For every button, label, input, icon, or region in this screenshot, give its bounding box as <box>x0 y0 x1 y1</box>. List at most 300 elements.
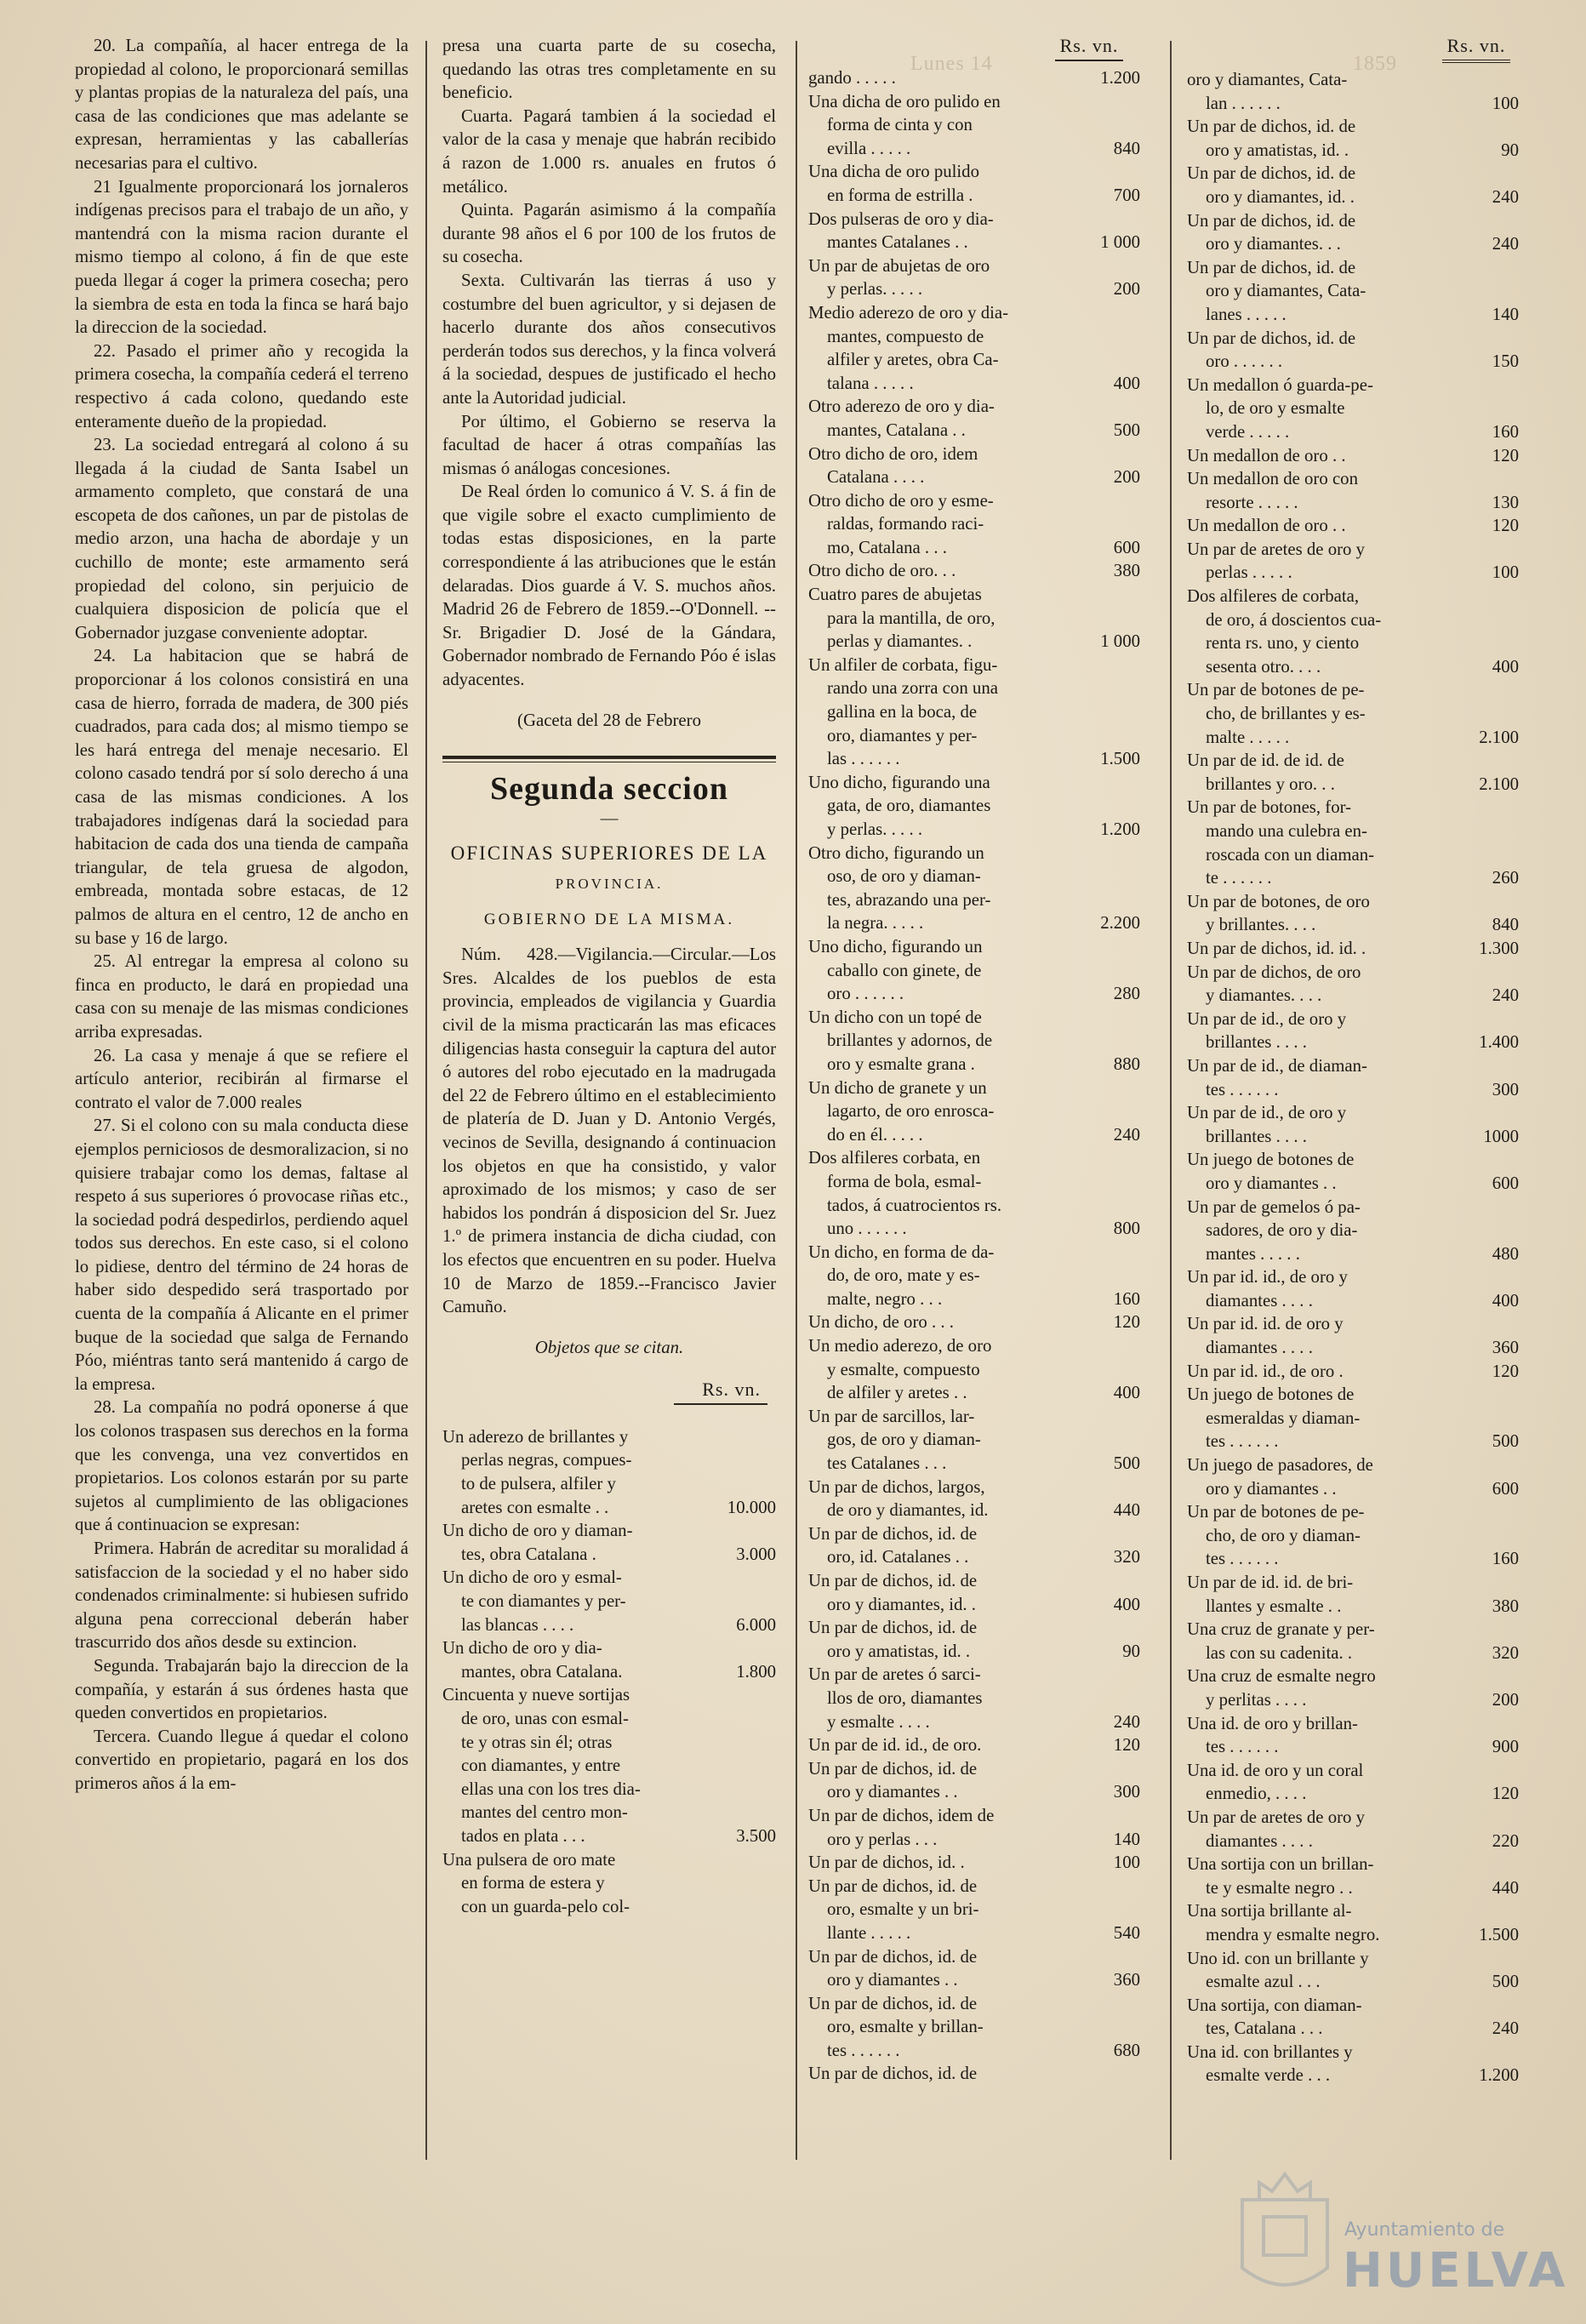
jewel-item-row <box>808 1733 1140 1757</box>
jewel-item-value: 3.000 <box>736 1544 776 1564</box>
title-dash: — <box>600 808 619 828</box>
description-line: Un medio aderezo, de oro <box>808 1336 992 1356</box>
description-line: de oro y diamantes, id. <box>827 1500 989 1521</box>
description-line: caballo con ginete, de <box>827 960 982 980</box>
description-line: mantes . . . . . <box>1206 1243 1300 1264</box>
jewel-item-row <box>1187 1148 1519 1195</box>
objetos-heading: Objetos que se citan. <box>534 1338 684 1358</box>
jewel-item-description <box>1187 1899 1421 1946</box>
jewel-item-value: 120 <box>1113 1735 1140 1756</box>
column-1 <box>75 34 408 1796</box>
jewel-item-value: 680 <box>1113 2040 1140 2060</box>
description-line: oro y amatistas, id. . <box>827 1641 971 1661</box>
jewel-item-value: 130 <box>1492 492 1519 512</box>
description-line: resorte . . . . . <box>1206 492 1298 512</box>
description-line: gando . . . . . <box>808 68 896 88</box>
jewel-item-row <box>808 1992 1140 2063</box>
jewel-item-description <box>1187 467 1421 514</box>
description-line: y brillantes. . . . <box>1206 915 1316 935</box>
description-line: oro y diamantes, Cata- <box>1206 281 1366 301</box>
jewel-item-description <box>1187 1994 1421 2041</box>
description-line: Un par de aretes de oro y <box>1187 1807 1366 1827</box>
description-line: Un medallon de oro . . <box>1187 445 1346 465</box>
jewel-item-row <box>1187 1618 1519 1664</box>
jewel-item-row <box>1187 1806 1519 1853</box>
jewel-item-row <box>808 90 1140 161</box>
jewel-item-description <box>808 1076 1042 1147</box>
jewel-item-value: 140 <box>1113 1829 1140 1849</box>
description-line: Un medallon de oro . . <box>1187 516 1346 536</box>
description-line: tes, abrazando una per- <box>827 889 991 910</box>
jewel-item-row <box>1187 1899 1519 1946</box>
paragraph-ultimo: Por último, el Gobierno se reserva la facultad de hacer á otras compañías las mismas ó análogas concesiones. <box>442 411 776 478</box>
jewel-item-description <box>1187 374 1421 444</box>
article-paragraph: Segunda. Trabajarán bajo la direccion de la compañía, y estarán á sus órdenes hasta que queden convertidos en propietarios. <box>75 1655 408 1723</box>
jewel-item-value: 1.400 <box>1479 1032 1519 1053</box>
description-line: perlas negras, compues- <box>461 1450 632 1470</box>
jewel-item-value: 400 <box>1113 1594 1140 1614</box>
article-paragraph: 25. Al entregar la empresa al colono su finca en producto, le dará en propiedad una casa con su menaje de las mismas condiciones arriba expresadas. <box>75 951 408 1042</box>
item-list-col4 <box>1187 68 1519 2087</box>
jewel-item-description <box>808 1334 1042 1405</box>
description-line: Un par id. id. de oro y <box>1187 1314 1344 1334</box>
jewel-item-description <box>808 1851 1042 1875</box>
watermark-big-text: HUELVA <box>1343 2243 1569 2298</box>
description-line: de oro, á doscientos cua- <box>1206 609 1382 630</box>
description-line: tes, Catalana . . . <box>1206 2019 1323 2039</box>
jewel-item-row <box>1187 1994 1519 2041</box>
description-line: con diamantes, y entre <box>461 1756 621 1776</box>
jewel-item-description <box>1187 1853 1421 1899</box>
jewel-item-description <box>1187 1712 1421 1759</box>
description-line: Una dicha de oro pulido <box>808 162 979 182</box>
description-line: Un par de dichos, id. de <box>808 1993 978 2013</box>
jewel-item-row <box>1187 1360 1519 1384</box>
description-line: oro y diamantes . . <box>827 1970 958 1990</box>
description-line: y perlas. . . . . <box>827 279 923 300</box>
description-line: la negra. . . . . <box>827 913 924 934</box>
jewel-item-row <box>808 583 1140 654</box>
jewel-item-description <box>808 1241 1042 1311</box>
jewel-item-description <box>808 1569 1042 1616</box>
description-line: gallina en la boca, de <box>827 702 978 722</box>
jewel-item-value: 2.100 <box>1479 727 1519 747</box>
jewel-item-row <box>808 842 1140 935</box>
description-line: y perlitas . . . . <box>1206 1689 1307 1710</box>
description-line: Un par de botones de pe- <box>1187 1502 1365 1522</box>
description-line: Un par de dichos, id. de <box>808 1876 978 1896</box>
jewel-item-value: 500 <box>1492 1431 1519 1452</box>
description-line: Una sortija brillante al- <box>1187 1901 1352 1921</box>
jewel-item-row <box>1187 1101 1519 1148</box>
jewel-item-value: 280 <box>1113 984 1140 1004</box>
column-rule-2 <box>796 41 797 2160</box>
description-line: oro y diamantes, Cata- <box>1187 70 1348 89</box>
description-line: mantes del centro mon- <box>461 1802 628 1823</box>
jewel-item-description <box>442 1683 687 1847</box>
faint-year-header: 1859 <box>1353 53 1397 75</box>
description-line: tados en plata . . . <box>461 1825 585 1846</box>
jewel-item-description <box>808 1310 1042 1334</box>
description-line: oro y diamantes . . <box>1206 1478 1337 1499</box>
faint-date-header: Lunes 14 <box>910 53 993 75</box>
jewel-item-description <box>442 1566 687 1636</box>
jewel-item-description <box>442 1425 687 1519</box>
description-line: y esmalte, compuesto <box>827 1359 980 1379</box>
jewel-item-value: 120 <box>1492 1784 1519 1804</box>
description-line: Un par de dichos, id. de <box>808 1571 978 1590</box>
description-line: lan . . . . . . <box>1206 93 1281 113</box>
jewel-item-value: 150 <box>1492 351 1519 372</box>
description-line: malte, negro . . . <box>827 1288 943 1309</box>
description-line: talana . . . . . <box>827 373 914 393</box>
jewel-item-value: 6.000 <box>736 1614 776 1635</box>
description-line: Un par de id. id., de oro. <box>808 1735 982 1756</box>
jewel-item-row <box>1187 538 1519 585</box>
jewel-item-description <box>1187 1759 1421 1806</box>
jewel-item-description <box>442 1848 687 1919</box>
jewel-item-row <box>1187 1312 1519 1359</box>
jewel-item-row <box>1187 1265 1519 1312</box>
description-line: malte . . . . . <box>1206 727 1290 747</box>
jewel-item-row <box>808 1006 1140 1076</box>
jewel-item-description <box>1187 937 1421 961</box>
description-line: Un par de dichos, id. de <box>808 2064 978 2084</box>
jewel-item-value: 1.200 <box>1100 68 1140 88</box>
jewel-item-value: 220 <box>1492 1830 1519 1851</box>
description-line: te con diamantes y per- <box>461 1591 626 1612</box>
description-line: tes Catalanes . . . <box>827 1453 947 1474</box>
jewel-item-value: 320 <box>1492 1642 1519 1663</box>
jewel-item-row <box>1187 1853 1519 1899</box>
jewel-item-row <box>808 489 1140 560</box>
jewel-item-row <box>1187 890 1519 937</box>
jewel-item-description <box>1187 1571 1421 1618</box>
jewel-item-row <box>1187 68 1519 115</box>
jewel-item-value: 240 <box>1113 1124 1140 1145</box>
description-line: Uno dicho, figurando una <box>808 772 990 792</box>
jewel-item-value: 100 <box>1492 562 1519 583</box>
jewel-item-row <box>1187 514 1519 538</box>
jewel-item-description <box>808 90 1042 161</box>
description-line: y diamantes. . . . <box>1206 985 1322 1006</box>
jewel-item-value: 600 <box>1492 1478 1519 1499</box>
description-line: sadores, de oro y dia- <box>1206 1220 1358 1241</box>
jewel-item-value: 160 <box>1492 1549 1519 1569</box>
description-line: enmedio, . . . . <box>1206 1784 1307 1804</box>
description-line: do en él. . . . . <box>827 1124 923 1145</box>
description-line: Un par de dichos, id. de <box>808 1758 978 1779</box>
jewel-item-row <box>1187 1571 1519 1618</box>
article-paragraph: 28. La compañía no podrá oponerse á que los colonos traspasen sus derechos en la forma que les convenga, una vez convertidos en propietarios. Los colonos estarán por su parte sujetos al cumplimiento de las obligaciones que á continuacion se expresan: <box>75 1397 408 1535</box>
description-line: oro y diamantes, id. . <box>1206 186 1355 207</box>
jewel-item-description <box>808 208 1042 254</box>
jewel-item-row <box>808 1405 1140 1476</box>
jewel-item-row <box>1187 115 1519 162</box>
jewel-item-value: 1 000 <box>1100 631 1140 652</box>
jewel-item-value: 540 <box>1113 1922 1140 1943</box>
jewel-item-value: 360 <box>1113 1970 1140 1990</box>
jewel-item-description <box>808 654 1042 771</box>
description-line: brillantes . . . . <box>1206 1032 1307 1053</box>
jewel-item-description <box>1187 514 1421 538</box>
description-line: esmeraldas y diaman- <box>1206 1408 1361 1428</box>
description-line: oro . . . . . . <box>827 984 904 1004</box>
jewel-item-value: 440 <box>1113 1500 1140 1521</box>
description-line: mantes, compuesto de <box>827 326 984 346</box>
jewel-item-row <box>442 1683 776 1847</box>
description-line: Un par de botones, for- <box>1187 797 1352 818</box>
jewel-item-row <box>1187 1453 1519 1500</box>
column-rule-1 <box>425 41 427 2160</box>
description-line: Un par de botones de pe- <box>1187 680 1365 700</box>
jewel-item-row <box>808 208 1140 254</box>
description-line: Un par de abujetas de oro <box>808 255 990 276</box>
jewel-item-row <box>1187 1008 1519 1054</box>
jewel-item-description <box>808 254 1042 301</box>
description-line: Una sortija, con diaman- <box>1187 1995 1362 2015</box>
description-line: Un par de dichos, de oro <box>1187 962 1361 982</box>
section-title: Segunda seccion <box>490 771 728 808</box>
description-line: ellas una con los tres dia- <box>461 1779 641 1799</box>
description-line: Un par de dichos, id. id. . <box>1187 938 1366 958</box>
rs-header-col3: Rs. vn. <box>1055 34 1123 61</box>
jewel-item-row <box>808 66 1140 90</box>
description-line: lo, de oro y esmalte <box>1206 398 1345 419</box>
description-line: Un par de id., de diaman- <box>1187 1055 1367 1076</box>
description-line: Un par de sarcillos, lar- <box>808 1406 975 1426</box>
description-line: para la mantilla, de oro, <box>827 608 996 628</box>
jewel-item-value: 160 <box>1113 1288 1140 1309</box>
description-line: esmalte azul . . . <box>1206 1972 1321 1992</box>
jewel-item-row <box>1187 1500 1519 1571</box>
description-line: y esmalte . . . . <box>827 1711 930 1732</box>
jewel-item-description <box>1187 1383 1421 1453</box>
description-line: uno . . . . . . <box>827 1219 907 1239</box>
description-line: do, de oro, mate y es- <box>827 1265 980 1286</box>
jewel-item-value: 90 <box>1122 1641 1140 1661</box>
article-paragraph: 20. La compañía, al hacer entrega de la propiedad al colono, le proporcionará semillas y plantas propias de la naturaleza del país, una casa de las condiciones que mas adelante se expresan, herramientas y las caballerías necesarias para el cultivo. <box>75 36 408 173</box>
jewel-item-row <box>1187 327 1519 374</box>
jewel-item-description <box>808 66 1042 90</box>
description-line: Dos alfileres de corbata, <box>1187 586 1360 607</box>
jewel-item-value: 240 <box>1492 985 1519 1006</box>
jewel-item-row <box>1187 1712 1519 1759</box>
jewel-item-value: 90 <box>1501 140 1519 160</box>
description-line: de alfiler y aretes . . <box>827 1383 967 1403</box>
description-line: tes . . . . . . <box>827 2040 900 2060</box>
jewel-item-value: 100 <box>1113 1853 1140 1873</box>
jewel-item-value: 300 <box>1492 1079 1519 1099</box>
jewel-item-description <box>1187 1054 1421 1101</box>
description-line: Un dicho con un topé de <box>808 1007 982 1027</box>
jewel-item-row <box>808 654 1140 771</box>
description-line: oro y esmalte grana . <box>827 1054 975 1074</box>
description-line: Un dicho de granete y un <box>808 1077 987 1098</box>
description-line: Una dicha de oro pulido en <box>808 91 1001 111</box>
jewel-item-description <box>1187 1806 1421 1853</box>
jewel-item-value: 10.000 <box>727 1497 776 1517</box>
section-divider <box>442 756 776 762</box>
jewel-item-row <box>808 1875 1140 1945</box>
jewel-item-value: 240 <box>1113 1711 1140 1732</box>
jewel-item-description <box>808 443 1042 489</box>
jewel-item-value: 200 <box>1492 1689 1519 1710</box>
jewel-item-row <box>442 1636 776 1683</box>
description-line: oro, id. Catalanes . . <box>827 1547 969 1567</box>
jewel-item-description <box>1187 115 1421 162</box>
description-line: oro y perlas . . . <box>827 1829 938 1849</box>
description-line: Otro dicho de oro, idem <box>808 443 978 464</box>
jewel-item-value: 400 <box>1113 1383 1140 1403</box>
jewel-item-description <box>1187 961 1421 1008</box>
description-line: oro y diamantes. . . <box>1206 234 1341 254</box>
description-line: mo, Catalana . . . <box>827 537 947 557</box>
jewel-item-value: 900 <box>1492 1737 1519 1757</box>
description-line: las . . . . . . <box>827 749 900 769</box>
jewel-item-description <box>808 160 1042 207</box>
description-line: alfiler y aretes, obra Ca- <box>827 350 999 370</box>
jewel-item-description <box>442 1519 687 1566</box>
jewel-item-description <box>1187 796 1421 889</box>
description-line: Un dicho de oro y diaman- <box>442 1521 633 1541</box>
jewel-item-value: 380 <box>1113 561 1140 581</box>
jewel-item-value: 100 <box>1492 93 1519 113</box>
jewel-item-description <box>808 395 1042 442</box>
jewel-item-value: 3.500 <box>736 1825 776 1846</box>
article-paragraph: 24. La habitacion que se habrá de proporcionar á los colonos consistirá en una casa de hierro, forrada de madera, de 300 piés cuadrados, para cada dos; al mismo tiempo se les hará entrega del menaje necesario. El colono casado tendrá por sí solo derecho á una casa de las mismas condiciones. A los trabajadores indígenas dará la sociedad para habitacion de cada dos una tienda de campaña triangular, de tela gruesa de algodon, embreada, montada sobre estacas, de 12 palmos de altura en el centro, 12 de ancho en su base y 16 de largo. <box>75 646 408 948</box>
column-3 <box>808 34 1140 2086</box>
jewel-item-value: 260 <box>1492 868 1519 888</box>
jewel-item-row <box>808 254 1140 301</box>
description-line: diamantes . . . . <box>1206 1830 1313 1851</box>
jewel-item-value: 160 <box>1492 421 1519 442</box>
gaceta-reference: (Gaceta del 28 de Febrero <box>517 710 701 730</box>
description-line: tes . . . . . . <box>1206 1737 1279 1757</box>
jewel-item-description <box>808 559 1042 583</box>
description-line: lagarto, de oro enrosca- <box>827 1101 995 1122</box>
description-line: llantes y esmalte . . <box>1206 1596 1342 1616</box>
column-4 <box>1187 34 1519 2087</box>
jewel-item-value: 500 <box>1492 1972 1519 1992</box>
jewel-item-row <box>1187 467 1519 514</box>
jewel-item-value: 480 <box>1492 1243 1519 1264</box>
jewel-item-description <box>1187 162 1421 208</box>
jewel-item-row <box>808 1757 1140 1804</box>
jewel-item-row <box>1187 209 1519 256</box>
jewel-item-description <box>808 301 1042 395</box>
jewel-item-value: 200 <box>1113 279 1140 300</box>
jewel-item-value: 200 <box>1113 467 1140 488</box>
jewel-item-description <box>1187 1664 1421 1711</box>
jewel-item-value: 240 <box>1492 2019 1519 2039</box>
description-line: Uno id. con un brillante y <box>1187 1948 1369 1968</box>
jewel-item-row <box>808 1310 1140 1334</box>
jewel-item-description <box>1187 1618 1421 1664</box>
jewel-item-value: 880 <box>1113 1054 1140 1074</box>
description-line: Un par de dichos, id. de <box>1187 328 1356 348</box>
description-line: Un par de dichos, id. de <box>1187 257 1356 277</box>
jewel-item-value: 400 <box>1492 656 1519 677</box>
jewel-item-value: 240 <box>1492 234 1519 254</box>
description-line: mantes, obra Catalana. <box>461 1661 623 1682</box>
jewel-item-description <box>1187 256 1421 327</box>
jewel-item-value: 380 <box>1492 1596 1519 1616</box>
description-line: Una cruz de esmalte negro <box>1187 1666 1376 1687</box>
description-line: te . . . . . . <box>1206 868 1272 888</box>
rs-header-col2: Rs. vn. <box>702 1378 761 1400</box>
jewel-item-value: 240 <box>1492 186 1519 207</box>
jewel-item-description <box>1187 1360 1421 1384</box>
description-line: mantes Catalanes . . <box>827 232 968 253</box>
description-line: oro y amatistas, id. . <box>1206 140 1349 160</box>
jewel-item-value: 2.200 <box>1100 913 1140 934</box>
description-line: lanes . . . . . <box>1206 304 1286 324</box>
jewel-item-value: 440 <box>1492 1877 1519 1898</box>
description-line: Un par de aretes ó sarci- <box>808 1664 981 1685</box>
paragraph-sexta: Sexta. Cultivarán las tierras á uso y costumbre del buen agricultor, y si dejasen de hacerlo durante dos años consecutivos perderán todos sus derechos, y la finca volverá á la sociedad, despues de justificado el hecho ante la Autoridad judicial. <box>442 270 776 408</box>
offices-heading: OFICINAS SUPERIORES DE LA <box>450 842 768 865</box>
description-line: Un par de dichos, largos, <box>808 1476 985 1497</box>
jewel-item-description <box>442 1636 687 1683</box>
jewel-item-description <box>1187 1947 1421 1994</box>
jewel-item-row <box>1187 678 1519 749</box>
jewel-item-value: 840 <box>1113 138 1140 158</box>
article-paragraph: Tercera. Cuando llegue á quedar el colono convertido en propietario, pagará en los dos primeros años á la em- <box>75 1726 408 1793</box>
description-line: Dos alfileres corbata, en <box>808 1148 981 1168</box>
jewel-item-value: 320 <box>1113 1547 1140 1567</box>
circular-text: Núm. 428.—Vigilancia.—Circular.—Los Sres. Alcaldes de los pueblos de esta provincia, empleados de vigilancia y Guardia civil de la misma practicarán las mas eficaces diligencias hasta conseguir la captura del autor ó autores del robo ejecutado en la madrugada del 22 de Febrero último en el establecimiento de platería de D. Juan y D. Antonio Vergés, vecinos de Sevilla, designando á continuacion los objetos en que ha consistido, y valor aproximado de los mismos; y caso de ser habidos los pondrán á disposicion del Sr. Juez 1.º de primera instancia de dicha ciudad, con los efectos que encuentren en su poder. Huelva 10 de Marzo de 1859.--Francisco Javier Camuño. <box>442 945 776 1317</box>
jewel-item-row <box>442 1425 776 1519</box>
description-line: oro . . . . . . <box>1206 351 1283 372</box>
description-line: Un par de dichos, id. de <box>1187 210 1356 231</box>
item-list-col3 <box>808 66 1140 2086</box>
jewel-item-row <box>808 771 1140 842</box>
description-line: Un par de id., de oro y <box>1187 1103 1347 1123</box>
description-line: raldas, formando raci- <box>827 514 984 534</box>
description-line: mando una culebra en- <box>1206 821 1367 841</box>
jewel-item-value: 300 <box>1113 1782 1140 1802</box>
description-line: diamantes . . . . <box>1206 1290 1313 1310</box>
description-line: evilla . . . . . <box>827 138 911 158</box>
description-line: las blancas . . . . <box>461 1614 574 1635</box>
jewel-item-value: 400 <box>1113 373 1140 393</box>
jewel-item-description <box>1187 749 1421 796</box>
description-line: brillantes . . . . <box>1206 1126 1307 1146</box>
column-rule-3 <box>1170 41 1172 2160</box>
jewel-item-value: 1000 <box>1483 1126 1519 1146</box>
description-line: Una cruz de granate y per- <box>1187 1619 1375 1640</box>
jewel-item-description <box>808 1875 1042 1945</box>
jewel-item-value: 700 <box>1113 185 1140 205</box>
description-line: verde . . . . . <box>1206 421 1290 442</box>
jewel-item-row <box>1187 1664 1519 1711</box>
jewel-item-row <box>808 1569 1140 1616</box>
description-line: perlas . . . . . <box>1206 562 1292 583</box>
description-line: tes . . . . . . <box>1206 1549 1279 1569</box>
jewel-item-description <box>1187 327 1421 374</box>
item-list-col2 <box>442 1425 776 1918</box>
description-line: oro y diamantes . . <box>827 1782 958 1802</box>
jewel-item-row <box>1187 961 1519 1008</box>
description-line: forma de cinta y con <box>827 115 973 135</box>
jewel-item-description <box>1187 1453 1421 1500</box>
description-line: Otro dicho de oro y esme- <box>808 490 994 511</box>
description-line: llos de oro, diamantes <box>827 1687 983 1708</box>
jewel-item-description <box>1187 890 1421 937</box>
jewel-item-row <box>442 1848 776 1919</box>
jewel-item-row <box>808 1804 1140 1851</box>
